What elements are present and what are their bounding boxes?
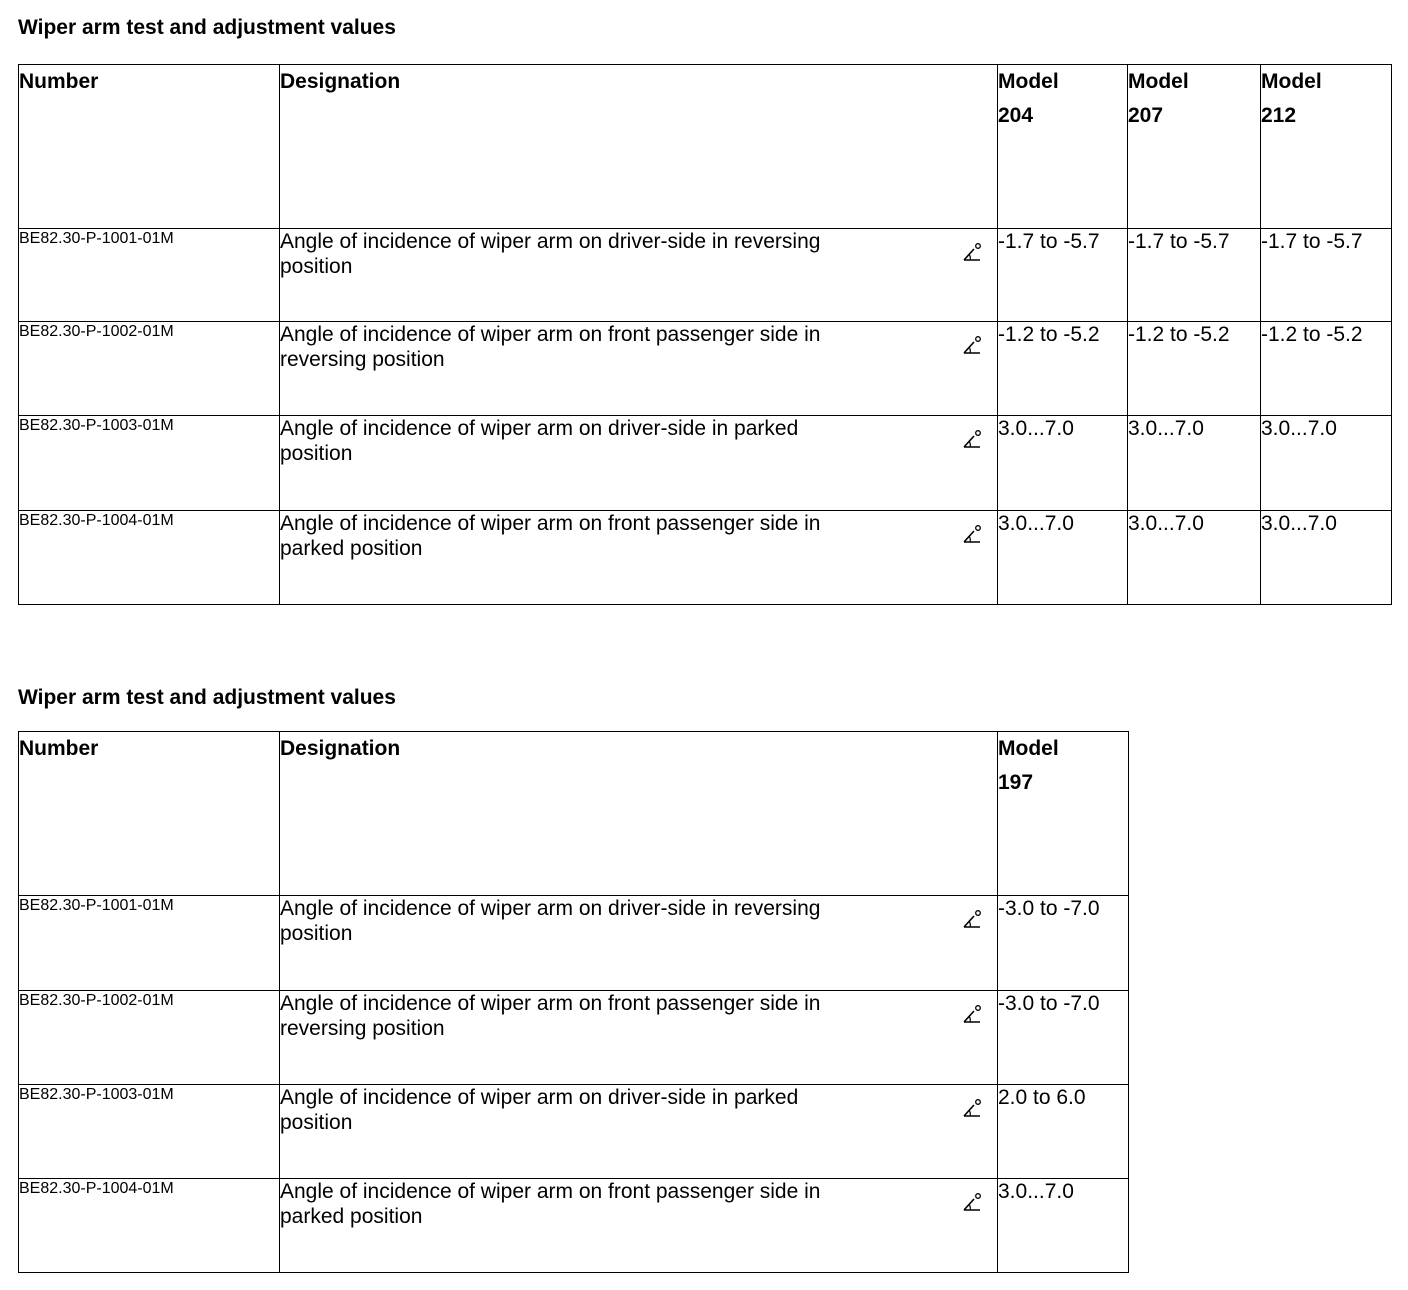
angle-gauge-icon [961,241,983,263]
designation-text: Angle of incidence of wiper arm on front passenger side in parked position [280,1180,821,1228]
table-row [19,229,1392,322]
value-cell: -1.2 to -5.2 [1261,322,1392,416]
table-row [19,511,1392,605]
value-cell: 3.0...7.0 [1128,416,1261,511]
model-label: Model [1261,70,1322,93]
designation-text: Angle of incidence of wiper arm on driver-side in parked position [280,1086,799,1134]
model-header [1261,65,1392,229]
test-number-link[interactable]: BE82.30-P-1004-01M [19,1179,280,1273]
test-number-link[interactable]: BE82.30-P-1003-01M [19,1085,280,1179]
designation-text: Angle of incidence of wiper arm on front passenger side in parked position [280,512,821,560]
angle-gauge-icon [961,428,983,450]
model-label: Model [998,737,1059,760]
angle-gauge-icon [961,334,983,356]
designation-header: Designation [280,732,998,896]
designation-cell [280,511,998,605]
table-row [19,416,1392,511]
model-code: 204 [998,104,1034,127]
designation-text: Angle of incidence of wiper arm on front passenger side in reversing position [280,323,821,371]
value-cell: 2.0 to 6.0 [998,1085,1129,1179]
model-header [1128,65,1261,229]
value-cell: -3.0 to -7.0 [998,991,1129,1085]
angle-gauge-icon [961,1097,983,1119]
table-row [19,991,1129,1085]
designation-text: Angle of incidence of wiper arm on front passenger side in reversing position [280,992,821,1040]
designation-text: Angle of incidence of wiper arm on driver-side in reversing position [280,230,821,278]
header-row [19,65,1392,229]
designation-header: Designation [280,65,998,229]
value-cell: 3.0...7.0 [1261,511,1392,605]
test-number-link[interactable]: BE82.30-P-1003-01M [19,416,280,511]
value-cell: 3.0...7.0 [1128,511,1261,605]
table-row [19,1179,1129,1273]
value-cell: -1.2 to -5.2 [998,322,1128,416]
number-header: Number [19,732,280,896]
angle-gauge-icon [961,1191,983,1213]
designation-cell [280,1179,998,1273]
model-label: Model [998,70,1059,93]
designation-cell [280,896,998,991]
test-number-link[interactable]: BE82.30-P-1002-01M [19,322,280,416]
designation-cell [280,322,998,416]
test-number-link[interactable]: BE82.30-P-1004-01M [19,511,280,605]
designation-text: Angle of incidence of wiper arm on driver-side in reversing position [280,897,821,945]
spec-table-2 [18,731,1129,1273]
angle-gauge-icon [961,908,983,930]
model-label: Model [1128,70,1189,93]
value-cell: -1.7 to -5.7 [1128,229,1261,322]
model-code: 212 [1261,104,1297,127]
designation-cell [280,229,998,322]
table-row [19,896,1129,991]
value-cell: -3.0 to -7.0 [998,896,1129,991]
number-header: Number [19,65,280,229]
value-cell: 3.0...7.0 [998,416,1128,511]
angle-gauge-icon [961,1003,983,1025]
spec-table-1 [18,64,1392,605]
designation-cell [280,991,998,1085]
table-row [19,322,1392,416]
model-code: 197 [998,771,1034,794]
model-code: 207 [1128,104,1164,127]
table-row [19,1085,1129,1179]
test-number-link[interactable]: BE82.30-P-1002-01M [19,991,280,1085]
angle-gauge-icon [961,523,983,545]
header-row [19,732,1129,896]
value-cell: -1.7 to -5.7 [1261,229,1392,322]
test-number-link[interactable]: BE82.30-P-1001-01M [19,896,280,991]
test-number-link[interactable]: BE82.30-P-1001-01M [19,229,280,322]
value-cell: 3.0...7.0 [998,511,1128,605]
table-1-title: Wiper arm test and adjustment values [18,16,396,39]
model-header [998,732,1129,896]
designation-text: Angle of incidence of wiper arm on driver-side in parked position [280,417,799,465]
value-cell: -1.7 to -5.7 [998,229,1128,322]
value-cell: 3.0...7.0 [1261,416,1392,511]
designation-cell [280,416,998,511]
model-header [998,65,1128,229]
value-cell: 3.0...7.0 [998,1179,1129,1273]
value-cell: -1.2 to -5.2 [1128,322,1261,416]
designation-cell [280,1085,998,1179]
table-2-title: Wiper arm test and adjustment values [18,686,396,709]
